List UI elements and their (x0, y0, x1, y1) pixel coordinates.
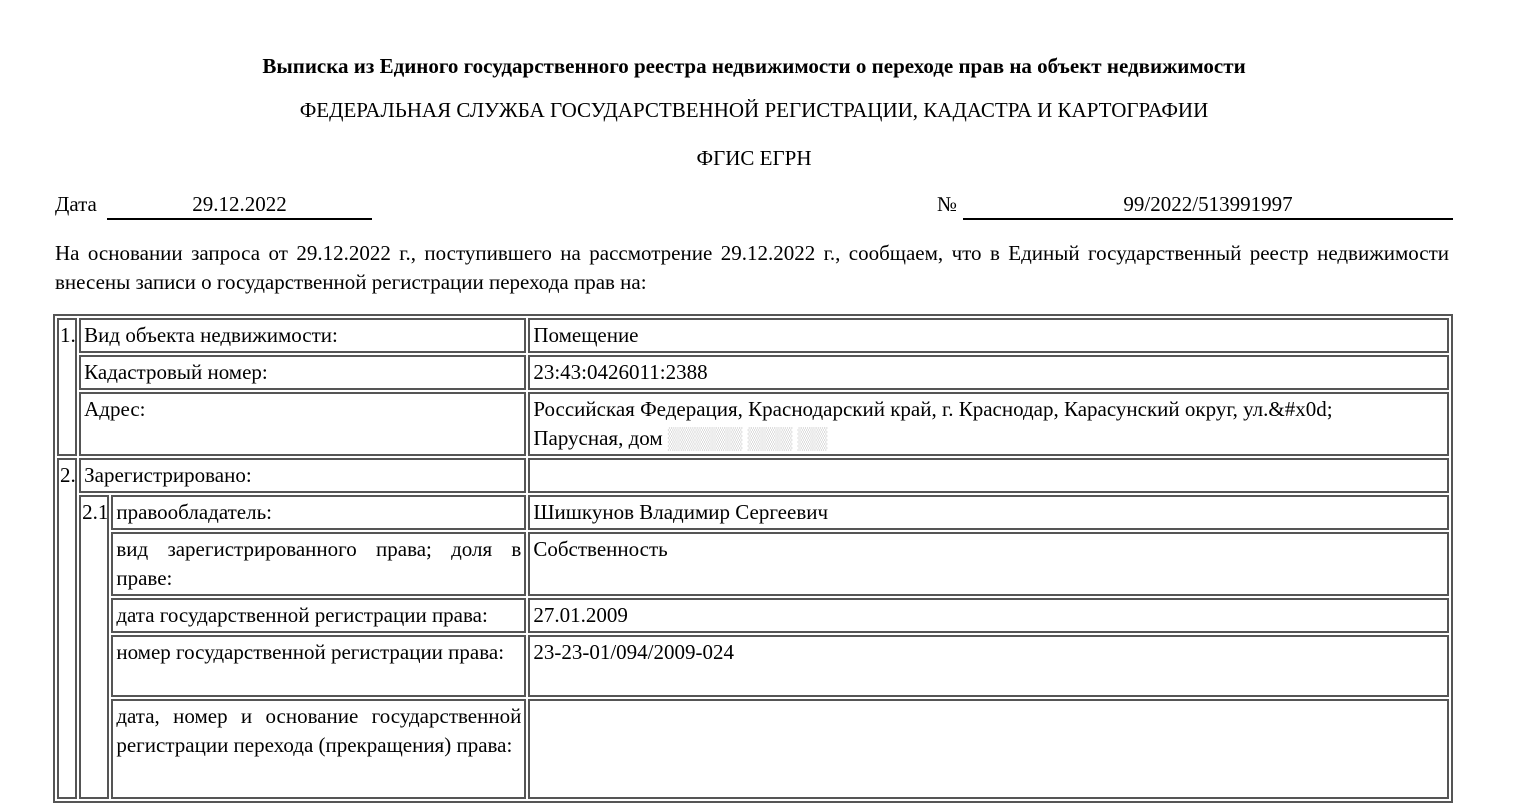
system-name: ФГИС ЕГРН (696, 146, 812, 170)
table-row (57, 495, 1449, 530)
address-line-2 (533, 424, 1444, 453)
table-row (57, 318, 1449, 353)
table-row (57, 458, 1449, 493)
transfer-value (528, 699, 1449, 799)
agency-name: ФЕДЕРАЛЬНАЯ СЛУЖБА ГОСУДАРСТВЕННОЙ РЕГИСТРАЦИИ, КАДАСТРА И КАРТОГРАФИИ (299, 98, 1209, 122)
table-row (57, 355, 1449, 390)
address-value (528, 392, 1449, 456)
table-row (57, 532, 1449, 596)
cadastral-value: 23:43:0426011:2388 (528, 355, 1449, 390)
section-number: 1. (57, 318, 77, 456)
registered-value (528, 458, 1449, 493)
reg-date-value: 27.01.2009 (528, 598, 1449, 633)
intro-paragraph: На основании запроса от 29.12.2022 г., поступившего на рассмотрение 29.12.2022 г., сообщаем, что в Единый государственный реестр недвижимости внесены записи о государственной регистрации перехода прав на: (55, 241, 1449, 294)
reg-number-label: номер государственной регистрации права: (111, 635, 526, 697)
number-value: 99/2022/513991997 (963, 192, 1453, 220)
holder-label: правообладатель: (111, 495, 526, 530)
address-street: Парусная, дом (533, 426, 663, 450)
date-number-row (55, 190, 1455, 222)
date-value: 29.12.2022 (107, 192, 372, 220)
table-row (57, 699, 1449, 799)
table-row (57, 598, 1449, 633)
reg-number-value: 23-23-01/094/2009-024 (528, 635, 1449, 697)
registry-table (53, 314, 1453, 803)
section-number: 2. (57, 458, 77, 799)
right-type-label: вид зарегистрированного права; доля в праве: (111, 532, 526, 596)
address-line-1: Российская Федерация, Краснодарский край, г. Краснодар, Карасунский округ, ул.&#x0d; (533, 397, 1333, 421)
document-title: Выписка из Единого государственного реестра недвижимости о переходе прав на объект недвижимости (262, 54, 1246, 78)
holder-value: Шишкунов Владимир Сергеевич (528, 495, 1449, 530)
cadastral-label: Кадастровый номер: (79, 355, 526, 390)
date-label: Дата (55, 192, 97, 216)
reg-date-label: дата государственной регистрации права: (111, 598, 526, 633)
transfer-label: дата, номер и основание государственной регистрации перехода (прекращения) права: (111, 699, 526, 799)
subsection-number: 2.1 (79, 495, 109, 799)
address-label: Адрес: (79, 392, 526, 456)
object-type-value: Помещение (528, 318, 1449, 353)
table-row (57, 635, 1449, 697)
table-row (57, 392, 1449, 456)
redacted-text: ▒▒▒▒▒ ▒▒▒ ▒▒ (662, 426, 828, 450)
registered-label: Зарегистрировано: (79, 458, 526, 493)
number-label: № (937, 192, 958, 216)
right-type-value: Собственность (528, 532, 1449, 596)
object-type-label: Вид объекта недвижимости: (79, 318, 526, 353)
